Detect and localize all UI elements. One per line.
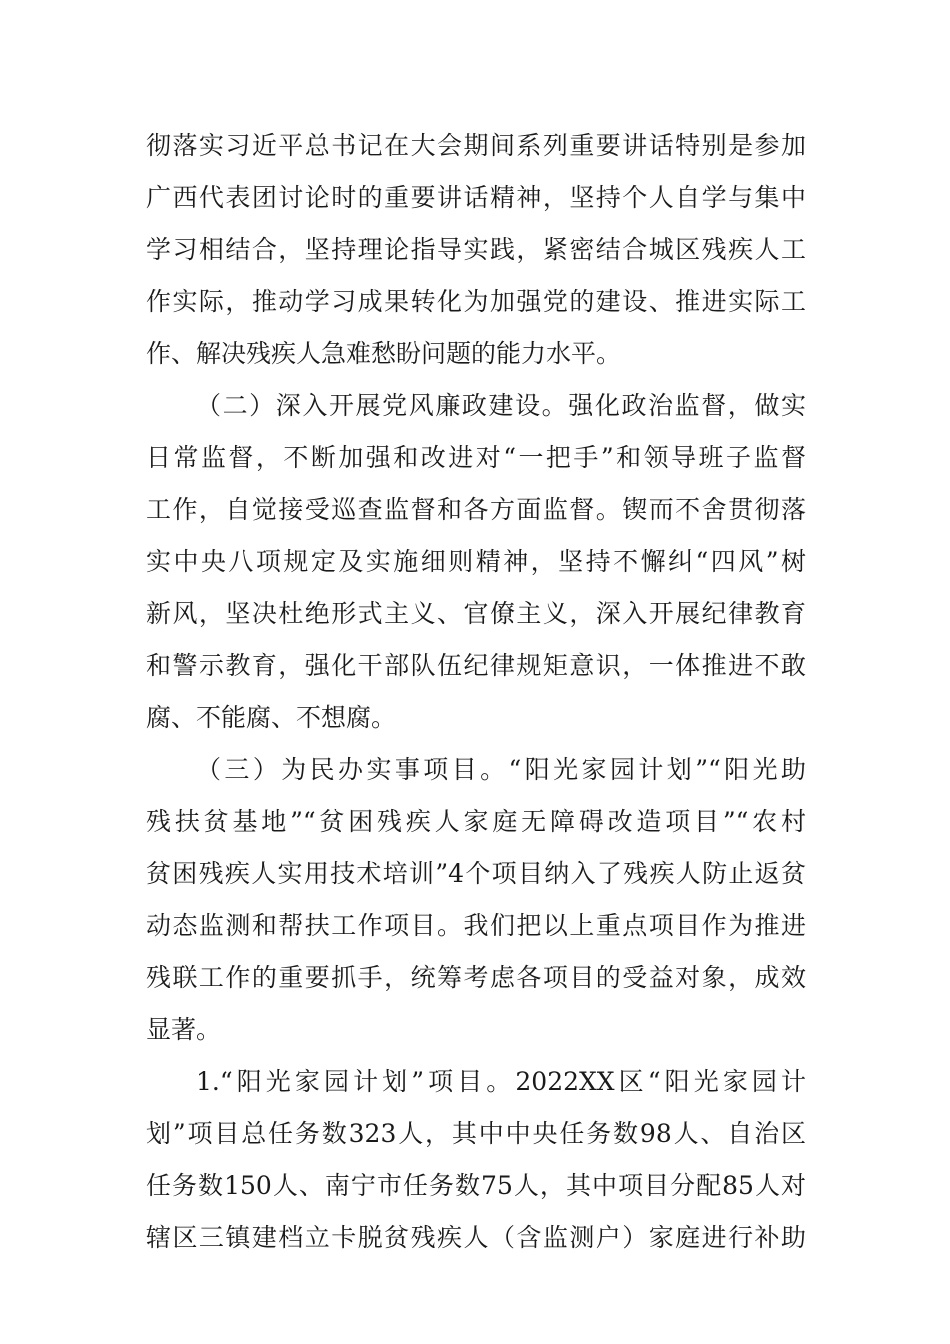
paragraph-line: 工作，自觉接受巡查监督和各方面监督。锲而不舍贯彻落 [146, 495, 806, 524]
paragraph-line: 任务数150人、南宁市任务数75人，其中项目分配85人对 [146, 1171, 806, 1200]
paragraph-line: 1.“阳光家园计划”项目。2022XX区“阳光家园计 [196, 1067, 806, 1096]
paragraph-line: 残扶贫基地”“贫困残疾人家庭无障碍改造项目”“农村 [146, 807, 806, 836]
paragraph-line: 显著。 [146, 1015, 222, 1044]
paragraph-line: 和警示教育，强化干部队伍纪律规矩意识，一体推进不敢 [146, 651, 806, 680]
paragraph-line: （二）深入开展党风廉政建设。强化政治监督，做实 [196, 391, 806, 420]
paragraph-line: 划”项目总任务数323人，其中中央任务数98人、自治区 [146, 1119, 806, 1148]
paragraph-line: 广西代表团讨论时的重要讲话精神，坚持个人自学与集中 [146, 183, 806, 212]
paragraph-line: （三）为民办实事项目。“阳光家园计划”“阳光助 [196, 755, 806, 784]
paragraph-line: 作、解决残疾人急难愁盼问题的能力水平。 [146, 339, 622, 368]
paragraph-line: 腐、不能腐、不想腐。 [146, 703, 397, 732]
paragraph-line: 辖区三镇建档立卡脱贫残疾人（含监测户）家庭进行补助 [146, 1223, 806, 1252]
paragraph-line: 残联工作的重要抓手，统筹考虑各项目的受益对象，成效 [146, 963, 806, 992]
paragraph-line: 新风，坚决杜绝形式主义、官僚主义，深入开展纪律教育 [146, 599, 806, 628]
paragraph-line: 日常监督，不断加强和改进对“一把手”和领导班子监督 [146, 443, 806, 472]
paragraph-line: 学习相结合，坚持理论指导实践，紧密结合城区残疾人工 [146, 235, 806, 264]
paragraph-line: 贫困残疾人实用技术培训”4个项目纳入了残疾人防止返贫 [146, 859, 806, 888]
paragraph-line: 实中央八项规定及实施细则精神，坚持不懈纠“四风”树 [146, 547, 806, 576]
paragraph-line: 作实际，推动学习成果转化为加强党的建设、推进实际工 [146, 287, 806, 316]
paragraph-line: 彻落实习近平总书记在大会期间系列重要讲话特别是参加 [146, 131, 806, 160]
paragraph-line: 动态监测和帮扶工作项目。我们把以上重点项目作为推进 [146, 911, 806, 940]
